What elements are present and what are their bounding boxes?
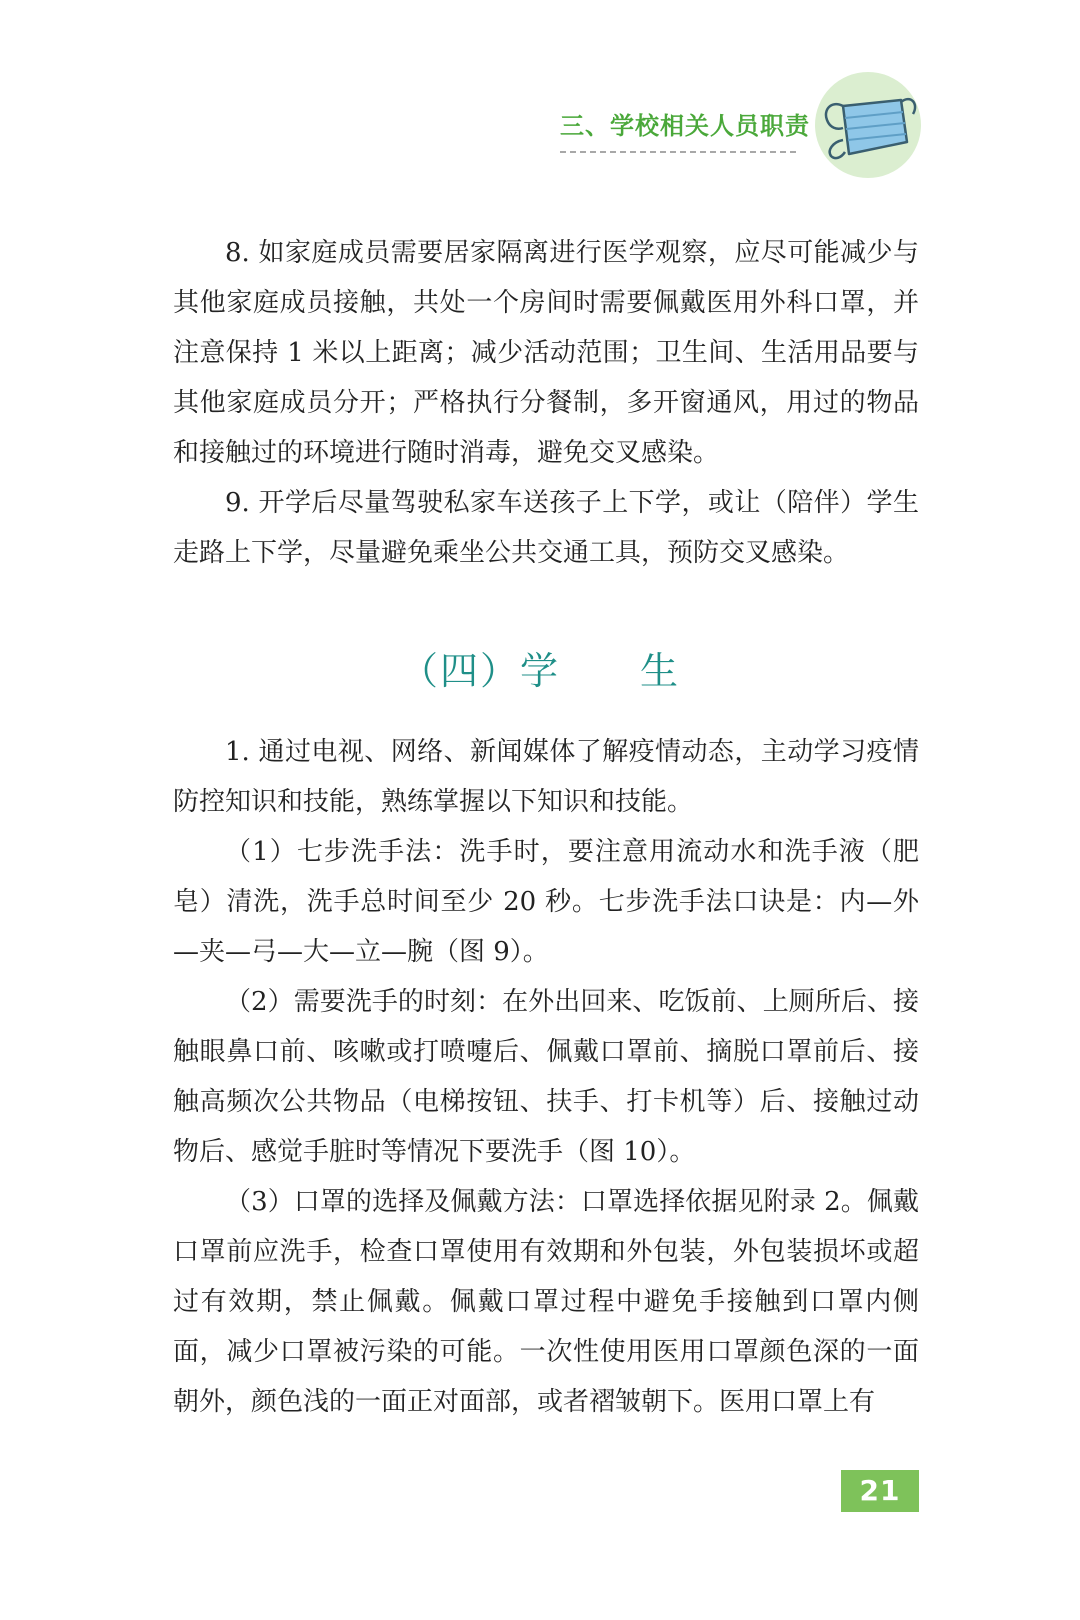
chapter-title: 三、学校相关人员职责 [560,112,810,140]
face-mask-icon [815,72,921,178]
header-divider [560,151,796,153]
chapter-header [560,96,810,166]
page-number: 21 [841,1470,919,1512]
paragraph: 8. 如家庭成员需要居家隔离进行医学观察，应尽可能减少与其他家庭成员接触，共处一个房间时需要佩戴医用外科口罩，并注意保持 1 米以上距离；减少活动范围；卫生间、生活用品要与其他家庭成员分开；严格执行分餐制，多开窗通风，用过的物品和接触过的环境进行随时消毒，避免交叉感染。 [173,238,919,468]
paragraph: （3）口罩的选择及佩戴方法：口罩选择依据见附录 2。佩戴口罩前应洗手，检查口罩使用有效期和外包装，外包装损坏或超过有效期，禁止佩戴。佩戴口罩过程中避免手接触到口罩内侧面，减少口罩被污染的可能。一次性使用医用口罩颜色深的一面朝外，颜色浅的一面正对面部，或者褶皱朝下。医用口罩上有 [173,1187,919,1417]
paragraph: （1）七步洗手法：洗手时，要注意用流动水和洗手液（肥皂）清洗，洗手总时间至少 20 秒。七步洗手法口诀是：内—外—夹—弓—大—立—腕（图 9）。 [173,837,919,967]
body-text-bottom [173,727,919,1427]
paragraph: 1. 通过电视、网络、新闻媒体了解疫情动态，主动学习疫情防控知识和技能，熟练掌握以下知识和技能。 [173,737,919,817]
section-heading: （四）学 生 [399,649,680,693]
paragraph: 9. 开学后尽量驾驶私家车送孩子上下学，或让（陪伴）学生走路上下学，尽量避免乘坐公共交通工具，预防交叉感染。 [173,488,919,568]
body-text-top [173,228,919,578]
paragraph: （2）需要洗手的时刻：在外出回来、吃饭前、上厕所后、接触眼鼻口前、咳嗽或打喷嚏后、佩戴口罩前、摘脱口罩前后、接触高频次公共物品（电梯按钮、扶手、打卡机等）后、接触过动物后、感觉手脏时等情况下要洗手（图 10）。 [173,987,919,1167]
